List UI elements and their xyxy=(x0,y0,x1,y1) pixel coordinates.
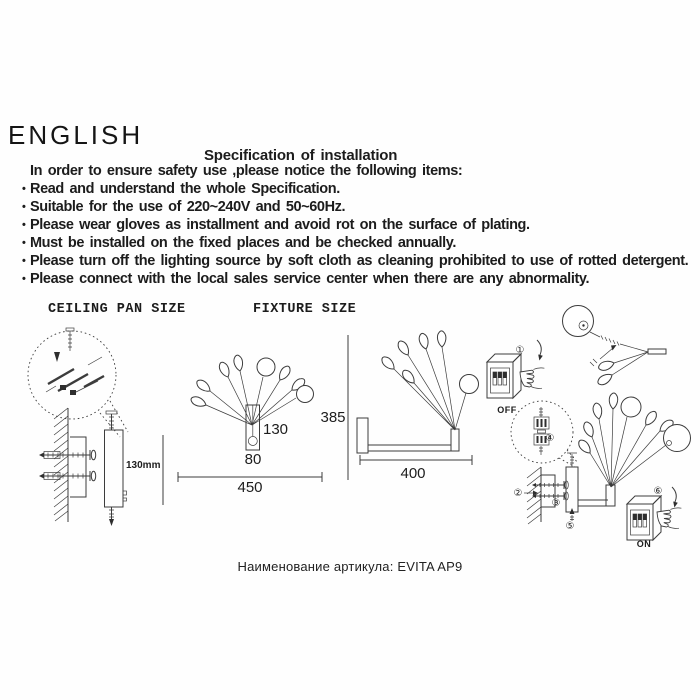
dim-130-label: 130 xyxy=(263,421,289,438)
branch-detail-drawing xyxy=(563,306,667,387)
safety-item xyxy=(22,252,688,270)
bulb-icon xyxy=(563,306,594,337)
plate-screw-icon xyxy=(567,453,577,467)
ceiling-pan-size-label: CEILING PAN SIZE xyxy=(48,302,186,317)
plate-screw-icon xyxy=(106,411,117,430)
step-2-badge: ② xyxy=(513,488,523,499)
wall-plate-side xyxy=(357,418,368,453)
plate-hole xyxy=(248,437,257,446)
wall-screw-icon xyxy=(532,481,568,489)
fixture-size-label: FIXTURE SIZE xyxy=(253,302,357,317)
step-4-badge: ④ xyxy=(545,433,555,444)
fixture-backplate xyxy=(566,467,578,512)
safety-item-text: Suitable for the use of 220~240V and 50~60Hz. xyxy=(30,199,346,215)
safety-item xyxy=(22,270,688,288)
dim-line-400 xyxy=(360,455,472,465)
leaf-icon xyxy=(437,331,446,347)
dim-130mm-label: 130mm xyxy=(126,460,161,471)
hand-icon xyxy=(520,368,544,389)
wall-hatching xyxy=(54,408,68,521)
safety-item-text: Must be installed on the fixed places and be checked annually. xyxy=(30,235,457,251)
leaf-icon xyxy=(195,378,213,395)
fixture-side-drawing xyxy=(357,331,479,482)
ceiling-plate xyxy=(105,430,124,507)
fixture-arm xyxy=(368,445,451,451)
mounting-bracket xyxy=(70,437,86,497)
safety-item xyxy=(22,180,688,198)
leaf-icon xyxy=(190,395,208,409)
branch-stub xyxy=(648,349,666,354)
leaf-icon xyxy=(582,421,596,439)
anchor-detail-icon xyxy=(46,328,104,395)
bullet: • xyxy=(22,219,26,231)
leaf-icon xyxy=(592,402,603,419)
safety-item-text: Please turn off the lighting source by soft cloth as cleaning prohibited to use of rotted detergent. xyxy=(30,253,689,269)
switch-off-drawing xyxy=(487,340,544,415)
leaf-icon xyxy=(576,438,593,456)
leaf-icon xyxy=(400,368,417,386)
thread-joint xyxy=(601,336,619,346)
bulb-icon xyxy=(621,397,641,417)
step-3-badge: ③ xyxy=(551,498,561,509)
leaf-icon xyxy=(217,361,231,379)
leaf-icon xyxy=(597,359,615,372)
safety-list xyxy=(22,180,688,288)
leaf-icon xyxy=(596,371,614,387)
step-5-badge: ⑤ xyxy=(565,521,575,532)
balloon-leader xyxy=(559,450,578,467)
dim-450-label: 450 xyxy=(237,479,263,496)
bullet: • xyxy=(22,255,26,267)
switch-on-drawing xyxy=(627,486,681,549)
language-heading: ENGLISH xyxy=(8,120,144,150)
wall-screw-icon xyxy=(39,450,96,460)
bullet: • xyxy=(22,237,26,249)
leaf-icon xyxy=(233,354,244,371)
dim-385-label: 385 xyxy=(320,409,346,426)
fixture-stem xyxy=(451,429,459,451)
installation-diagram xyxy=(0,295,700,565)
fixture-front-drawing xyxy=(178,335,348,496)
switch-icon xyxy=(627,496,661,540)
bullet: • xyxy=(22,183,26,195)
safety-item-text: Please wear gloves as installment and avoid rot on the surface of plating. xyxy=(30,217,530,233)
step-1-badge: ① xyxy=(515,345,525,356)
step-6-badge: ⑥ xyxy=(653,486,663,497)
bulb-icon xyxy=(664,425,691,452)
connector-detail-icon xyxy=(534,407,549,455)
dim-400-label: 400 xyxy=(400,465,426,482)
bulb-icon xyxy=(297,386,314,403)
bullet: • xyxy=(22,201,26,213)
plate-screw-icon xyxy=(109,507,114,526)
detail-balloon-circle xyxy=(511,401,573,463)
plate-screw-icon xyxy=(570,508,575,521)
safety-item xyxy=(22,234,688,252)
bullet: • xyxy=(22,273,26,285)
article-name: Наименование артикула: EVITA AP9 xyxy=(237,559,463,574)
page-title: Specification of installation xyxy=(204,147,398,164)
rotate-arrow-icon xyxy=(672,487,678,508)
bulb-icon xyxy=(257,358,275,376)
switch-on-label: ON xyxy=(636,539,652,549)
leaf-icon xyxy=(276,364,292,382)
safety-item xyxy=(22,216,688,234)
detail-balloon-circle xyxy=(28,331,116,419)
dim-80-label: 80 xyxy=(244,451,262,468)
leaf-icon xyxy=(609,393,618,409)
rotate-arrow-icon xyxy=(537,340,543,361)
safety-item xyxy=(22,198,688,216)
leaf-icon xyxy=(643,409,659,427)
bulb-icon xyxy=(460,375,479,394)
safety-item-text: Please connect with the local sales service center when there are any abnormality. xyxy=(30,271,590,287)
switch-icon xyxy=(487,354,521,398)
leaf-icon xyxy=(396,339,412,357)
leaf-icon xyxy=(418,332,430,350)
intro-line: In order to ensure safety use ,please notice the following items: xyxy=(30,163,463,179)
fixture-stem xyxy=(606,485,615,506)
ceiling-pan-drawing xyxy=(28,328,163,526)
switch-off-label: OFF xyxy=(497,405,517,415)
leaf-icon xyxy=(380,355,397,372)
fixture-arm xyxy=(578,500,608,506)
safety-item-text: Read and understand the whole Specification. xyxy=(30,181,340,197)
